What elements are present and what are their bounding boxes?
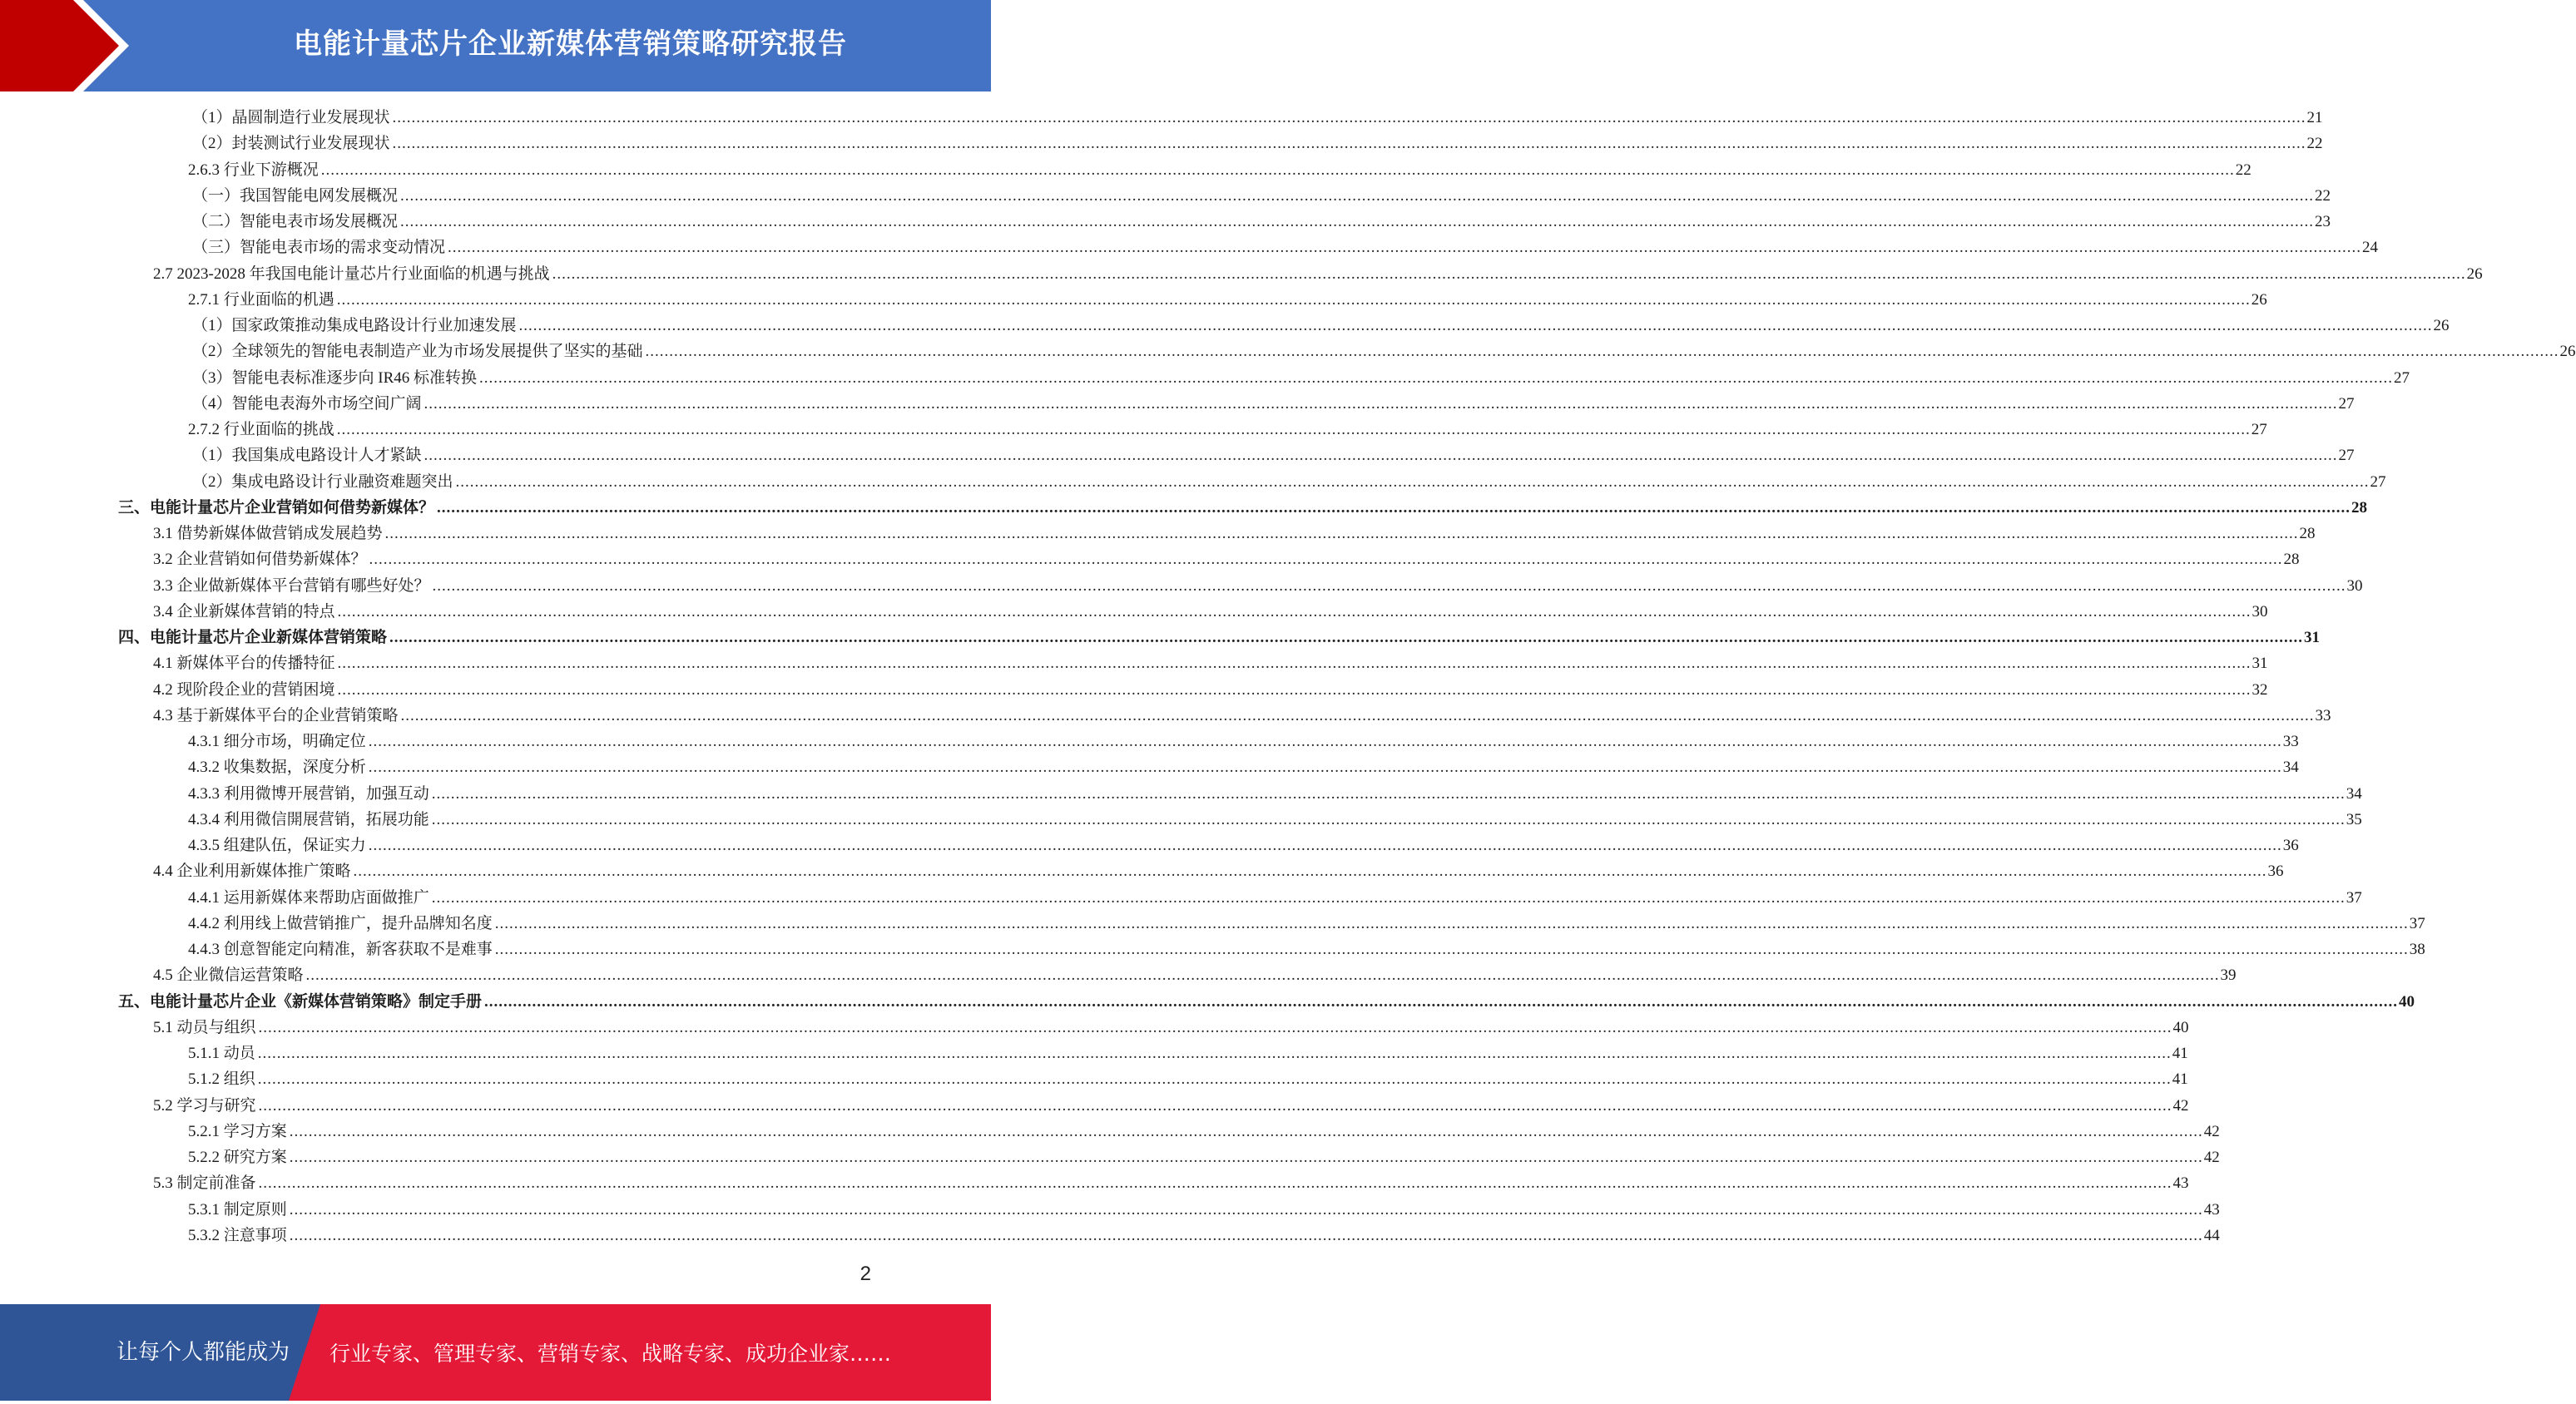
- toc-leader-dots: ................................................................................................................................................................................................................................................................................................................................................................................................................: [305, 966, 2220, 985]
- toc-entry[interactable]: [0, 1015, 2189, 1041]
- toc-entry-title: （1）国家政策推动集成电路设计行业加速发展: [192, 317, 517, 334]
- toc-entry-page: 30: [2346, 576, 2363, 595]
- table-of-contents: [0, 105, 2576, 1248]
- toc-entry-page: 42: [2203, 1122, 2220, 1140]
- toc-entry-title: （2）集成电路设计行业融资难题突出: [192, 472, 453, 491]
- toc-entry-title: 5.3 制定前准备: [153, 1174, 256, 1193]
- toc-entry-title: 4.3 基于新媒体平台的企业营销策略: [153, 706, 399, 724]
- toc-leader-dots: ................................................................................................................................................................................................................................................................................................................................................................................................................: [368, 733, 2282, 750]
- toc-entry-title: 4.3.2 收集数据，深度分析: [188, 759, 366, 777]
- toc-entry-page: 36: [2267, 863, 2284, 881]
- toc-entry[interactable]: [0, 313, 2450, 339]
- toc-entry-title: 五、电能计量芯片企业《新媒体营销策略》制定手册: [118, 992, 483, 1011]
- toc-entry[interactable]: [0, 807, 2362, 833]
- footer-banner: [0, 1304, 991, 1401]
- toc-entry-title: 2.7.2 行业面临的挑战: [188, 421, 334, 438]
- toc-leader-dots: ................................................................................................................................................................................................................................................................................................................................................................................................................: [518, 317, 2433, 334]
- toc-entry[interactable]: [0, 703, 2331, 729]
- toc-entry-title: 5.3.2 注意事项: [188, 1226, 287, 1244]
- toc-entry[interactable]: [0, 157, 2252, 183]
- toc-leader-dots: ................................................................................................................................................................................................................................................................................................................................................................................................................: [432, 576, 2346, 595]
- toc-leader-dots: ................................................................................................................................................................................................................................................................................................................................................................................................................: [336, 290, 2251, 309]
- toc-entry-page: 44: [2203, 1226, 2220, 1244]
- toc-entry[interactable]: [0, 729, 2299, 754]
- toc-leader-dots: ................................................................................................................................................................................................................................................................................................................................................................................................................: [289, 1226, 2203, 1244]
- toc-entry[interactable]: [0, 911, 2425, 937]
- toc-leader-dots: ................................................................................................................................................................................................................................................................................................................................................................................................................: [484, 992, 2399, 1011]
- toc-entry-page: 27: [2338, 447, 2355, 465]
- toc-leader-dots: ................................................................................................................................................................................................................................................................................................................................................................................................................: [400, 213, 2315, 230]
- toc-entry-title: （三）智能电表市场的需求变动情况: [192, 239, 446, 257]
- toc-entry[interactable]: [0, 599, 2268, 625]
- toc-entry[interactable]: [0, 962, 2237, 988]
- toc-entry-page: 34: [2346, 784, 2362, 803]
- toc-entry-page: 43: [2172, 1174, 2189, 1193]
- toc-leader-dots: ................................................................................................................................................................................................................................................................................................................................................................................................................: [384, 525, 2299, 542]
- toc-entry[interactable]: [0, 339, 2576, 364]
- toc-entry-title: 4.3.5 组建队伍，保证实力: [188, 837, 366, 854]
- toc-entry-title: 3.1 借势新媒体做营销成发展趋势: [153, 525, 383, 542]
- toc-entry-page: 30: [2252, 602, 2268, 620]
- toc-leader-dots: ................................................................................................................................................................................................................................................................................................................................................................................................................: [353, 863, 2267, 881]
- toc-entry-title: 3.3 企业做新媒体平台营销有哪些好处？: [153, 576, 430, 595]
- toc-entry-title: （一）我国智能电网发展概况: [192, 186, 399, 205]
- toc-entry-title: （2）全球领先的智能电表制造产业为市场发展提供了坚实的基础: [192, 343, 643, 361]
- toc-entry-page: 35: [2346, 810, 2362, 828]
- toc-entry[interactable]: [0, 495, 2368, 521]
- toc-leader-dots: ................................................................................................................................................................................................................................................................................................................................................................................................................: [369, 551, 2283, 569]
- toc-entry-page: 43: [2203, 1200, 2220, 1219]
- toc-entry-title: （4）智能电表海外市场空间广阔: [192, 394, 422, 413]
- toc-entry[interactable]: [0, 417, 2267, 442]
- toc-entry[interactable]: [0, 365, 2410, 391]
- toc-entry-page: 28: [2299, 525, 2316, 542]
- toc-leader-dots: ................................................................................................................................................................................................................................................................................................................................................................................................................: [424, 394, 2338, 413]
- toc-leader-dots: ................................................................................................................................................................................................................................................................................................................................................................................................................: [258, 1018, 2172, 1036]
- toc-entry[interactable]: [0, 287, 2267, 313]
- toc-entry-page: 23: [2315, 213, 2331, 230]
- toc-entry[interactable]: [0, 105, 2323, 131]
- toc-entry-page: 24: [2362, 239, 2379, 257]
- toc-entry-title: 4.4.2 利用线上做营销推广，提升品牌知名度: [188, 914, 493, 932]
- toc-entry-page: 26: [2251, 290, 2267, 309]
- toc-leader-dots: ................................................................................................................................................................................................................................................................................................................................................................................................................: [257, 1070, 2172, 1089]
- toc-entry[interactable]: [0, 677, 2268, 703]
- footer-slogan-left: 让每个人都能成为: [116, 1340, 290, 1365]
- toc-entry[interactable]: [0, 521, 2316, 546]
- toc-entry-title: 2.7.1 行业面临的机遇: [188, 290, 334, 309]
- toc-entry-title: 5.2.2 研究方案: [188, 1149, 287, 1166]
- toc-entry[interactable]: [0, 833, 2299, 858]
- toc-entry-page: 27: [2338, 394, 2355, 413]
- toc-leader-dots: ................................................................................................................................................................................................................................................................................................................................................................................................................: [389, 629, 2304, 646]
- toc-leader-dots: ................................................................................................................................................................................................................................................................................................................................................................................................................: [368, 759, 2282, 777]
- toc-entry[interactable]: [0, 1223, 2220, 1248]
- toc-leader-dots: ................................................................................................................................................................................................................................................................................................................................................................................................................: [494, 914, 2409, 932]
- toc-leader-dots: ................................................................................................................................................................................................................................................................................................................................................................................................................: [337, 655, 2252, 673]
- toc-leader-dots: ................................................................................................................................................................................................................................................................................................................................................................................................................: [494, 941, 2409, 958]
- toc-entry[interactable]: [0, 1093, 2189, 1119]
- toc-entry-page: 38: [2409, 941, 2425, 958]
- toc-entry-page: 33: [2282, 733, 2299, 750]
- toc-entry[interactable]: [0, 183, 2331, 209]
- toc-entry-page: 36: [2282, 837, 2299, 854]
- toc-entry-page: 37: [2409, 914, 2425, 932]
- toc-entry[interactable]: [0, 781, 2362, 807]
- toc-leader-dots: ................................................................................................................................................................................................................................................................................................................................................................................................................: [257, 1045, 2172, 1062]
- toc-entry[interactable]: [0, 1197, 2220, 1223]
- toc-entry-title: 4.2 现阶段企业的营销困境: [153, 680, 335, 699]
- toc-leader-dots: ................................................................................................................................................................................................................................................................................................................................................................................................................: [400, 706, 2315, 724]
- toc-leader-dots: ................................................................................................................................................................................................................................................................................................................................................................................................................: [289, 1122, 2203, 1140]
- toc-leader-dots: ................................................................................................................................................................................................................................................................................................................................................................................................................: [320, 161, 2235, 179]
- toc-leader-dots: ................................................................................................................................................................................................................................................................................................................................................................................................................: [368, 837, 2282, 854]
- toc-entry[interactable]: [0, 625, 2321, 650]
- toc-entry-page: 26: [2466, 264, 2483, 283]
- toc-entry-title: 4.1 新媒体平台的传播特征: [153, 655, 335, 673]
- toc-entry-title: 4.3.4 利用微信開展营销，拓展功能: [188, 810, 429, 828]
- toc-entry-title: 5.1 动员与组织: [153, 1018, 256, 1036]
- toc-entry[interactable]: [0, 989, 2415, 1015]
- toc-entry-page: 26: [2433, 317, 2450, 334]
- toc-entry-page: 31: [2252, 655, 2268, 673]
- toc-leader-dots: ................................................................................................................................................................................................................................................................................................................................................................................................................: [431, 784, 2346, 803]
- toc-entry-page: 21: [2306, 109, 2323, 126]
- toc-entry-page: 42: [2203, 1149, 2220, 1166]
- toc-entry-title: 3.4 企业新媒体营销的特点: [153, 602, 335, 620]
- toc-entry-page: 28: [2283, 551, 2300, 569]
- toc-entry-title: 4.3.3 利用微博开展营销，加强互动: [188, 784, 429, 803]
- toc-leader-dots: ................................................................................................................................................................................................................................................................................................................................................................................................................: [431, 888, 2346, 907]
- toc-leader-dots: ................................................................................................................................................................................................................................................................................................................................................................................................................: [479, 368, 2394, 387]
- toc-leader-dots: ................................................................................................................................................................................................................................................................................................................................................................................................................: [552, 264, 2466, 283]
- toc-entry[interactable]: [0, 131, 2323, 156]
- toc-entry-title: （1）晶圆制造行业发展现状: [192, 109, 390, 126]
- toc-entry-page: 22: [2235, 161, 2252, 179]
- toc-entry[interactable]: [0, 391, 2355, 417]
- toc-entry-title: 5.3.1 制定原则: [188, 1200, 287, 1219]
- toc-entry-title: 四、电能计量芯片企业新媒体营销策略: [118, 629, 388, 646]
- toc-entry-page: 27: [2394, 368, 2410, 387]
- toc-entry[interactable]: [0, 546, 2300, 572]
- report-header: [0, 0, 991, 91]
- toc-entry[interactable]: [0, 469, 2386, 495]
- toc-leader-dots: ................................................................................................................................................................................................................................................................................................................................................................................................................: [258, 1096, 2172, 1115]
- toc-entry-page: 31: [2304, 629, 2321, 646]
- toc-entry-page: 33: [2315, 706, 2331, 724]
- toc-leader-dots: ................................................................................................................................................................................................................................................................................................................................................................................................................: [289, 1200, 2203, 1219]
- toc-entry-page: 42: [2172, 1096, 2189, 1115]
- toc-entry-title: （1）我国集成电路设计人才紧缺: [192, 447, 422, 465]
- toc-entry[interactable]: [0, 650, 2268, 676]
- toc-leader-dots: ................................................................................................................................................................................................................................................................................................................................................................................................................: [645, 343, 2559, 361]
- toc-entry-page: 41: [2172, 1070, 2188, 1089]
- toc-entry[interactable]: [0, 235, 2379, 260]
- toc-entry-title: （3）智能电表标准逐步向 IR46 标准转换: [192, 368, 478, 387]
- toc-entry-page: 40: [2399, 992, 2415, 1011]
- toc-leader-dots: ................................................................................................................................................................................................................................................................................................................................................................................................................: [455, 472, 2370, 491]
- toc-entry-page: 39: [2220, 966, 2237, 985]
- toc-leader-dots: ................................................................................................................................................................................................................................................................................................................................................................................................................: [337, 602, 2252, 620]
- toc-entry-title: 2.7 2023-2028 年我国电能计量芯片行业面临的机遇与挑战: [153, 264, 550, 283]
- toc-entry-title: 4.3.1 细分市场，明确定位: [188, 733, 366, 750]
- toc-entry-page: 40: [2172, 1018, 2189, 1036]
- toc-entry[interactable]: [0, 754, 2299, 780]
- toc-entry-page: 26: [2559, 343, 2576, 361]
- toc-entry-page: 22: [2306, 135, 2323, 153]
- toc-entry-title: 4.5 企业微信运营策略: [153, 966, 304, 985]
- toc-entry-title: （二）智能电表市场发展概况: [192, 213, 399, 230]
- toc-entry[interactable]: [0, 1170, 2189, 1196]
- toc-entry[interactable]: [0, 885, 2362, 911]
- toc-entry-title: 三、电能计量芯片企业营销如何借势新媒体？: [118, 498, 435, 517]
- toc-entry-title: 5.2 学习与研究: [153, 1096, 256, 1115]
- toc-entry-title: 3.2 企业营销如何借势新媒体？: [153, 551, 367, 569]
- footer-slogan-right: 行业专家、管理专家、营销专家、战略专家、成功企业家……: [329, 1342, 892, 1366]
- toc-leader-dots: ................................................................................................................................................................................................................................................................................................................................................................................................................: [448, 239, 2362, 257]
- toc-entry-page: 27: [2251, 421, 2267, 438]
- toc-entry[interactable]: [0, 1144, 2220, 1170]
- toc-entry-page: 34: [2282, 759, 2299, 777]
- toc-leader-dots: ................................................................................................................................................................................................................................................................................................................................................................................................................: [392, 109, 2306, 126]
- toc-entry-title: （2）封装测试行业发展现状: [192, 135, 390, 153]
- toc-entry-page: 32: [2252, 680, 2268, 699]
- toc-entry-title: 4.4.3 创意智能定向精准，新客获取不是难事: [188, 941, 493, 958]
- toc-leader-dots: ................................................................................................................................................................................................................................................................................................................................................................................................................: [431, 810, 2346, 828]
- toc-entry-title: 2.6.3 行业下游概况: [188, 161, 319, 179]
- toc-entry-title: 5.1.1 动员: [188, 1045, 255, 1062]
- toc-entry[interactable]: [0, 442, 2355, 468]
- toc-entry[interactable]: [0, 573, 2363, 599]
- toc-entry-page: 41: [2172, 1045, 2188, 1062]
- toc-leader-dots: ................................................................................................................................................................................................................................................................................................................................................................................................................: [424, 447, 2338, 465]
- toc-entry-page: 28: [2351, 498, 2368, 517]
- chevron-arrow-icon: [0, 0, 133, 91]
- toc-leader-dots: ................................................................................................................................................................................................................................................................................................................................................................................................................: [289, 1149, 2203, 1166]
- toc-leader-dots: ................................................................................................................................................................................................................................................................................................................................................................................................................: [400, 186, 2315, 205]
- toc-entry-title: 5.1.2 组织: [188, 1070, 255, 1089]
- toc-entry[interactable]: [0, 937, 2425, 962]
- report-title: 电能计量芯片企业新媒体营销策略研究报告: [294, 27, 847, 61]
- toc-entry-title: 4.4 企业利用新媒体推广策略: [153, 863, 351, 881]
- toc-leader-dots: ................................................................................................................................................................................................................................................................................................................................................................................................................: [437, 498, 2351, 517]
- page-number: 2: [859, 1263, 871, 1285]
- toc-entry-page: 37: [2346, 888, 2362, 907]
- toc-entry[interactable]: [0, 858, 2284, 884]
- toc-leader-dots: ................................................................................................................................................................................................................................................................................................................................................................................................................: [337, 680, 2252, 699]
- toc-entry[interactable]: [0, 1119, 2220, 1144]
- toc-entry-title: 4.4.1 运用新媒体来帮助店面做推广: [188, 888, 429, 907]
- toc-entry-page: 27: [2370, 472, 2386, 491]
- toc-entry[interactable]: [0, 1066, 2188, 1092]
- toc-entry-title: 5.2.1 学习方案: [188, 1122, 287, 1140]
- toc-leader-dots: ................................................................................................................................................................................................................................................................................................................................................................................................................: [392, 135, 2306, 153]
- toc-leader-dots: ................................................................................................................................................................................................................................................................................................................................................................................................................: [336, 421, 2251, 438]
- toc-entry-page: 22: [2315, 186, 2331, 205]
- toc-entry[interactable]: [0, 1041, 2188, 1066]
- toc-entry[interactable]: [0, 209, 2331, 235]
- toc-leader-dots: ................................................................................................................................................................................................................................................................................................................................................................................................................: [258, 1174, 2172, 1193]
- toc-entry[interactable]: [0, 261, 2483, 287]
